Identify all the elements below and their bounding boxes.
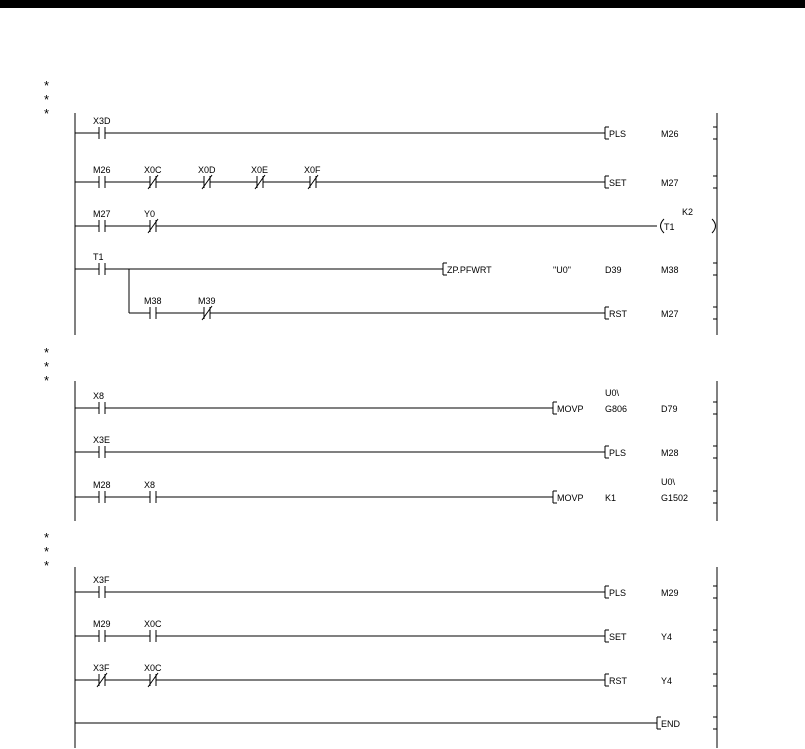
instruction-name: PLS (609, 448, 627, 458)
no-contact (90, 391, 114, 414)
comment-marker: * (44, 530, 50, 545)
contact-label: X8 (144, 480, 156, 490)
nc-contact (195, 296, 219, 320)
instruction-operand-prefix: U0\ (605, 388, 620, 398)
contact-label: X0C (144, 619, 162, 629)
comment-marker: * (44, 373, 50, 388)
contact-label: X0F (304, 165, 321, 175)
no-contact (90, 209, 114, 232)
rung (75, 207, 716, 233)
contact-label: X0D (198, 165, 216, 175)
rung (75, 116, 717, 139)
comment-marker: * (44, 92, 50, 107)
nc-contact (248, 165, 272, 189)
rung (75, 388, 717, 414)
ladder-section (44, 345, 717, 521)
instruction-operand: M27 (661, 309, 679, 319)
instruction-name: END (661, 719, 681, 729)
instruction-name: RST (609, 309, 627, 319)
contact-label: M39 (198, 296, 216, 306)
nc-contact (195, 165, 219, 189)
instruction-box (443, 263, 717, 275)
no-contact (141, 619, 165, 642)
contact-label: M29 (93, 619, 111, 629)
rung (75, 717, 717, 729)
no-contact (90, 575, 114, 598)
ladder-section (44, 530, 717, 748)
nc-contact (141, 165, 165, 189)
instruction-name: RST (609, 676, 627, 686)
branch (129, 269, 717, 320)
contact-label: M27 (93, 209, 111, 219)
instruction-operand: D39 (605, 265, 622, 275)
comment-marker: * (44, 345, 50, 360)
instruction-operand: D79 (661, 404, 678, 414)
instruction-operand: M27 (661, 178, 679, 188)
coil-preset: K2 (682, 207, 694, 217)
contact-label: X3E (93, 435, 111, 445)
rung (75, 575, 717, 598)
nc-contact (141, 209, 165, 233)
rung (75, 435, 717, 458)
contact-label: M38 (144, 296, 162, 306)
instruction-operand-prefix: U0\ (661, 477, 676, 487)
instruction-name: SET (609, 178, 627, 188)
instruction-box (605, 674, 717, 686)
instruction-operand: Y4 (661, 632, 673, 642)
instruction-box (553, 388, 717, 414)
no-contact (90, 480, 114, 503)
no-contact (141, 480, 165, 503)
instruction-operand: M38 (661, 265, 679, 275)
instruction-operand: G806 (605, 404, 628, 414)
nc-contact (301, 165, 325, 189)
ladder-section (44, 78, 717, 335)
contact-label: X3F (93, 575, 110, 585)
rung (75, 477, 717, 503)
no-contact (90, 252, 114, 275)
comment-marker: * (44, 106, 50, 121)
rung (75, 619, 717, 642)
no-contact (90, 619, 114, 642)
rung (75, 663, 717, 687)
comment-marker: * (44, 359, 50, 374)
instruction-box (605, 630, 717, 642)
contact-label: X0C (144, 663, 162, 673)
instruction-box (605, 586, 717, 598)
instruction-box (605, 127, 717, 139)
nc-contact (141, 663, 165, 687)
contact-label: M28 (93, 480, 111, 490)
contact-label: M26 (93, 165, 111, 175)
instruction-name: MOVP (557, 493, 584, 503)
contact-label: T1 (93, 252, 104, 262)
instruction-operand: M28 (661, 448, 679, 458)
contact-label: X3F (93, 663, 110, 673)
instruction-box (605, 176, 717, 188)
instruction-operand: M29 (661, 588, 679, 598)
instruction-operand: K1 (605, 493, 617, 503)
instruction-name: PLS (609, 588, 627, 598)
instruction-operand: M26 (661, 129, 679, 139)
instruction-name: ZP.PFWRT (447, 265, 492, 275)
comment-marker: * (44, 544, 50, 559)
contact-label: X3D (93, 116, 111, 126)
contact-label: X8 (93, 391, 105, 401)
contact-label: X0E (251, 165, 269, 175)
no-contact (90, 116, 114, 139)
instruction-box (605, 446, 717, 458)
contact-label: X0C (144, 165, 162, 175)
instruction-box (657, 717, 717, 729)
instruction-box (605, 307, 717, 319)
comment-marker: * (44, 78, 50, 93)
nc-contact (90, 663, 114, 687)
rung (75, 165, 717, 189)
instruction-operand: "U0" (553, 265, 571, 275)
instruction-operand: Y4 (661, 676, 673, 686)
instruction-box (553, 477, 717, 503)
rung (75, 252, 717, 320)
coil-right-arc (712, 219, 716, 233)
no-contact (90, 165, 114, 188)
contact-label: Y0 (144, 209, 156, 219)
instruction-name: SET (609, 632, 627, 642)
coil (661, 207, 716, 233)
instruction-name: PLS (609, 129, 627, 139)
instruction-operand: G1502 (661, 493, 689, 503)
no-contact (141, 296, 165, 319)
instruction-name: MOVP (557, 404, 584, 414)
comment-marker: * (44, 558, 50, 573)
no-contact (90, 435, 114, 458)
coil-device: T1 (664, 222, 675, 232)
